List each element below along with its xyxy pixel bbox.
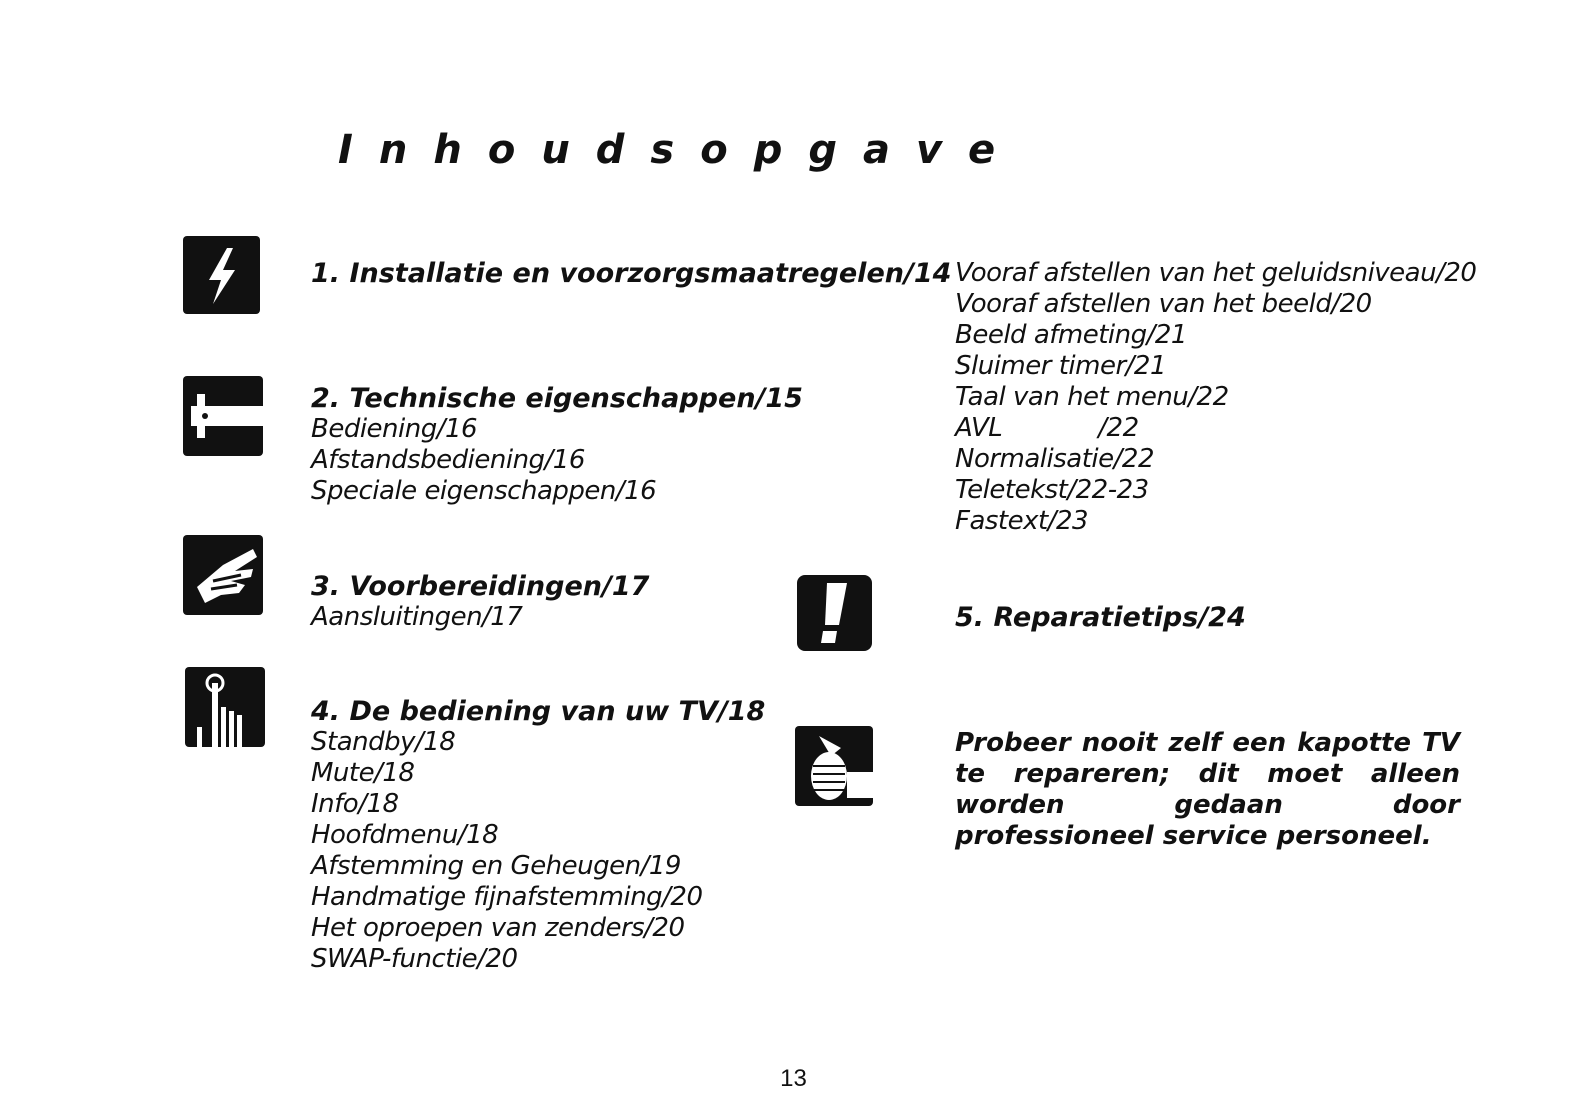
list-item: Bediening/16 — [311, 414, 478, 444]
list-item: Vooraf afstellen van het geluidsniveau/20 — [955, 258, 1477, 288]
section-2 — [311, 383, 803, 507]
list-item: Sluimer timer/21 — [955, 351, 1166, 381]
section-1-heading: 1. Installatie en voorzorgsmaatregelen/14 — [311, 258, 952, 289]
list-item: Beeld afmeting/21 — [955, 320, 1187, 350]
repair-hand-icon — [795, 726, 873, 806]
section-5-heading: 5. Reparatietips/24 — [955, 602, 1246, 633]
list-item: Handmatige fijnafstemming/20 — [311, 882, 703, 912]
section-4 — [311, 696, 765, 975]
list-item: Teletekst/22-23 — [955, 475, 1149, 505]
section-2-heading: 2. Technische eigenschappen/15 — [311, 383, 803, 414]
section-4-continued — [955, 258, 1476, 537]
list-item: Standby/18 — [311, 727, 456, 757]
lightning-icon — [183, 236, 260, 314]
page-number: 13 — [780, 1065, 807, 1092]
list-item: Taal van het menu/22 — [955, 382, 1229, 412]
section-5 — [955, 602, 1246, 633]
list-item: Afstemming en Geheugen/19 — [311, 851, 681, 881]
list-item: Aansluitingen/17 — [311, 602, 523, 632]
avl-label: AVL — [955, 413, 1003, 443]
list-item: Fastext/23 — [955, 506, 1089, 536]
list-item: Info/18 — [311, 789, 399, 819]
list-item: Normalisatie/22 — [955, 444, 1154, 474]
technical-bracket-icon — [183, 376, 263, 456]
section-1 — [311, 258, 951, 289]
list-item: Het oproepen van zenders/20 — [311, 913, 685, 943]
list-item: Afstandsbediening/16 — [311, 445, 585, 475]
list-item: Speciale eigenschappen/16 — [311, 476, 657, 506]
avl-page: /22 — [1098, 413, 1139, 443]
list-item: SWAP-functie/20 — [311, 944, 518, 974]
section-3-heading: 3. Voorbereidingen/17 — [311, 571, 650, 602]
section-3 — [311, 571, 649, 633]
section-4-heading: 4. De bediening van uw TV/18 — [311, 696, 766, 727]
warning-text: Probeer nooit zelf een kapotte TV te repareren; dit moet alleen worden gedaan door professioneel service personeel. — [955, 728, 1460, 851]
list-item-avl — [955, 413, 1476, 444]
exclamation-icon — [797, 575, 872, 651]
page-title: Inhoudsopgave — [338, 127, 1022, 173]
list-item: Vooraf afstellen van het beeld/20 — [955, 289, 1372, 319]
finger-press-icon — [185, 667, 265, 747]
list-item: Hoofdmenu/18 — [311, 820, 499, 850]
list-item: Mute/18 — [311, 758, 415, 788]
hand-icon — [183, 535, 263, 615]
